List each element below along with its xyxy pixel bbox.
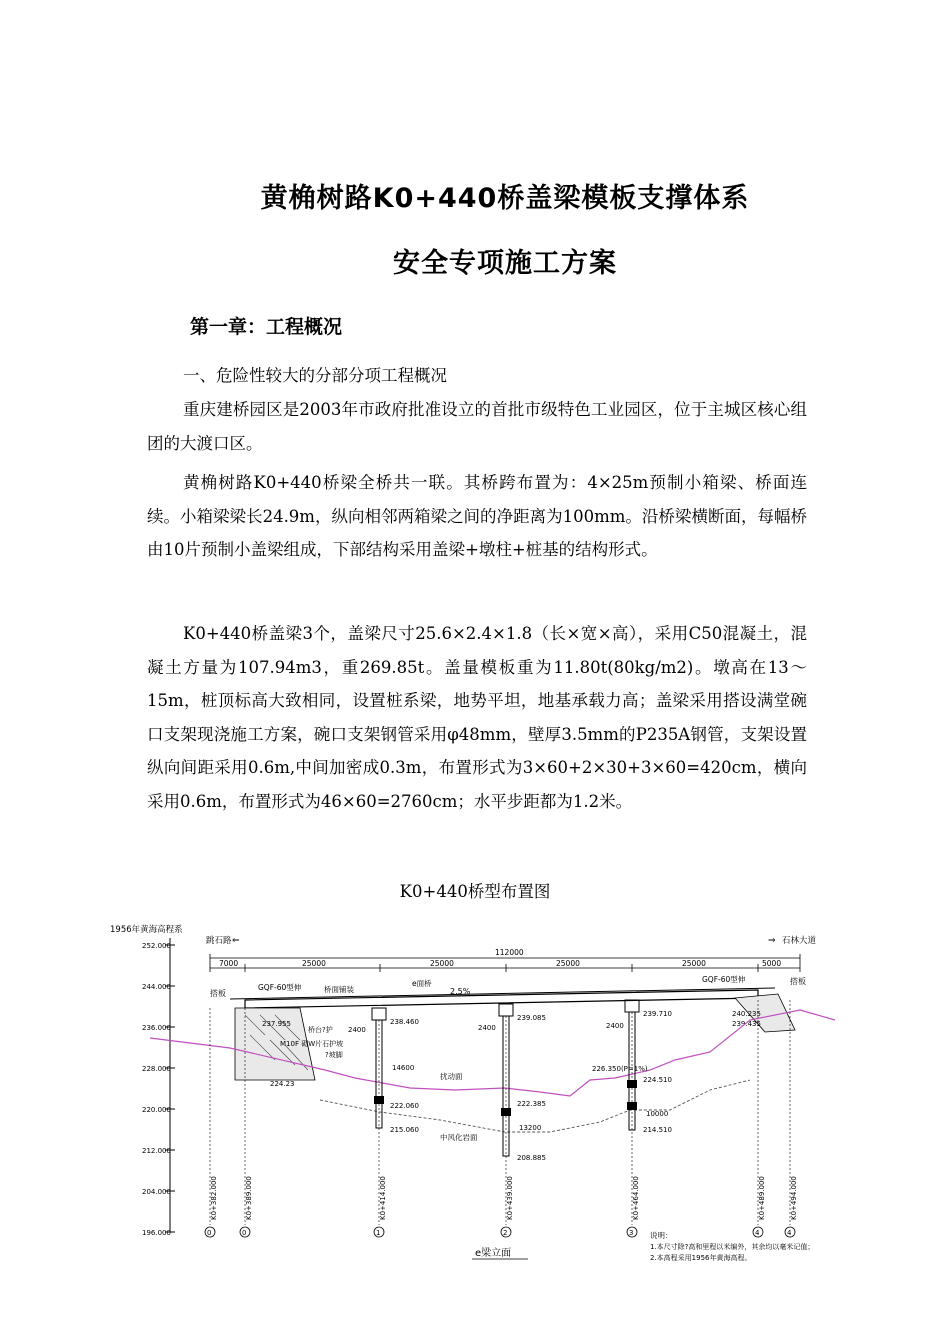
right-arrow-icon: ⇒ [768, 936, 776, 946]
elevation-label: 236.000 [142, 1024, 171, 1032]
station-label: K0+494.000 [790, 1176, 798, 1220]
level-label: 224.510 [643, 1076, 672, 1084]
pier-dimension: 2400 [478, 1024, 496, 1032]
note-label: M10F 砌W片石护坡 [280, 1040, 344, 1048]
span-length: 7000 [219, 959, 239, 968]
note-label: 中风化岩面 [440, 1133, 478, 1142]
axis-markers [205, 1227, 795, 1237]
level-label: 239.435 [732, 1020, 761, 1028]
pier-dimension: 14600 [392, 1064, 415, 1072]
axis-marker-label: 3 [629, 1229, 634, 1237]
station-label: K0+389.000 [245, 1176, 253, 1220]
level-label: 222.060 [390, 1102, 419, 1110]
span-length: 25000 [430, 959, 454, 968]
left-road-label: 跳石路 [206, 936, 232, 946]
legend-title: 说明： [650, 1231, 673, 1240]
pier-dimension: 13200 [519, 1124, 542, 1132]
span-length: 25000 [556, 959, 580, 968]
abutment-label: 搭板 [790, 977, 806, 986]
level-label: 214.510 [643, 1126, 672, 1134]
paragraph: 黄桷树路K0+440桥梁全桥共一联。其桥跨布置为：4×25m预制小箱梁、桥面连续。小箱梁梁长24.9m，纵向相邻两箱梁之间的净距离为100mm。沿桥梁横断面，每幅桥由10片预制小盖梁组成，下部结构采用盖梁+墩柱+桩基的结构形式。 [147, 473, 807, 559]
axis-marker-label: 4 [755, 1229, 760, 1237]
section-heading: 一、危险性较大的分部分项工程概况 [183, 366, 447, 385]
pier-dimension: 2400 [348, 1026, 366, 1034]
elevation-label: 196.000 [142, 1229, 171, 1237]
legend-line: 1.本尺寸除?高和里程以米编外，其余均以毫米记值； [650, 1243, 815, 1251]
station-label: K0+382.000 [210, 1176, 218, 1220]
level-label: 239.085 [517, 1014, 546, 1022]
abutment-label: 搭板 [210, 989, 226, 998]
elevation-label: 204.000 [142, 1188, 171, 1196]
station-label: K0+464.000 [632, 1176, 640, 1220]
chapter-heading: 第一章：工程概况 [190, 316, 343, 338]
station-labels [210, 1176, 798, 1220]
bridge-deck [245, 990, 758, 1008]
level-label: 240.235 [732, 1010, 761, 1018]
station-label: K0+439.000 [506, 1176, 514, 1220]
bridge-center-label: e面桥 [412, 979, 432, 988]
axis-marker-label: 1 [376, 1229, 381, 1237]
note-label: 桥台?护 [308, 1026, 333, 1034]
pier-dimension: 2400 [606, 1022, 624, 1030]
elevation-view-label: e梁立面 [475, 1248, 512, 1259]
level-label: 237.955 [262, 1020, 291, 1028]
legend-line: 2.本高程采用1956年黄海高程。 [650, 1254, 752, 1262]
level-label: 239.710 [643, 1010, 672, 1018]
pier-dimension: 10000 [646, 1110, 669, 1118]
elevation-label: 244.000 [142, 983, 171, 991]
level-label: 238.460 [390, 1018, 419, 1026]
span-length: 25000 [682, 959, 706, 968]
right-road-label: 石林大道 [782, 936, 817, 946]
axis-marker-label: 2 [503, 1229, 508, 1237]
datum-label: 1956年黄海高程系 [110, 925, 183, 935]
deck-surface [230, 988, 775, 999]
elevation-label: 220.000 [142, 1106, 171, 1114]
axis-marker-label: 4 [787, 1229, 792, 1237]
station-label: K0+489.000 [758, 1176, 766, 1220]
span-length: 5000 [762, 959, 782, 968]
span-length: 25000 [302, 959, 326, 968]
level-label: 215.060 [390, 1126, 419, 1134]
document-subtitle: 安全专项施工方案 [393, 248, 617, 279]
bridge-elevation-drawing [110, 920, 840, 1265]
axis-marker-label: 0 [207, 1229, 212, 1237]
note-label: 扰动面 [440, 1072, 463, 1081]
station-label: K0+414.000 [379, 1176, 387, 1220]
document-title: 黄桷树路K0+440桥盖梁模板支撑体系 [260, 183, 750, 214]
expansion-joint-label: GQF-60型伸 [702, 975, 746, 984]
deck-paving-label: 桥面铺装 [324, 985, 354, 994]
left-arrow-icon: ⇐ [232, 936, 240, 946]
elevation-label: 212.000 [142, 1147, 171, 1155]
axis-marker-label: 0 [242, 1229, 247, 1237]
paragraph: K0+440桥盖梁3个，盖梁尺寸25.6×2.4×1.8（长×宽×高），采用C50混凝土，混凝土方量为107.94m3，重269.85t。盖量模板重为11.80t(80kg/m2)。墩高在13～15m，桩顶标高大致相同，设置桩系梁，地势平坦，地基承载力高；盖梁采用搭设满堂碗口支架现浇施工方案，碗口支架钢管采用φ48mm，壁厚3.5mm的P235A钢管，支架设置纵向间距采用0.6m,中间加密成0.3m，布置形式为3×60+2×30+3×60=420cm，横向采用0.6m，布置形式为46×60=2760cm；水平步距都为1.2米。 [147, 624, 807, 811]
expansion-joint-label: GQF-60型伸 [258, 983, 302, 992]
paragraph: 重庆建桥园区是2003年市政府批准设立的首批市级特色工业园区，位于主城区核心组团的大渡口区。 [147, 400, 807, 453]
grade-label: 2.5% [450, 987, 471, 996]
level-label: 208.885 [517, 1154, 546, 1162]
level-label: 226.350(P=1%) [592, 1065, 648, 1073]
figure-caption: K0+440桥型布置图 [399, 882, 551, 901]
level-label: 222.385 [517, 1100, 546, 1108]
level-label: 224.23 [270, 1080, 295, 1088]
elevation-label: 228.000 [142, 1065, 171, 1073]
note-label: ?坡脚 [325, 1051, 343, 1059]
elevation-label: 252.000 [142, 942, 171, 950]
total-length: 112000 [495, 948, 524, 957]
